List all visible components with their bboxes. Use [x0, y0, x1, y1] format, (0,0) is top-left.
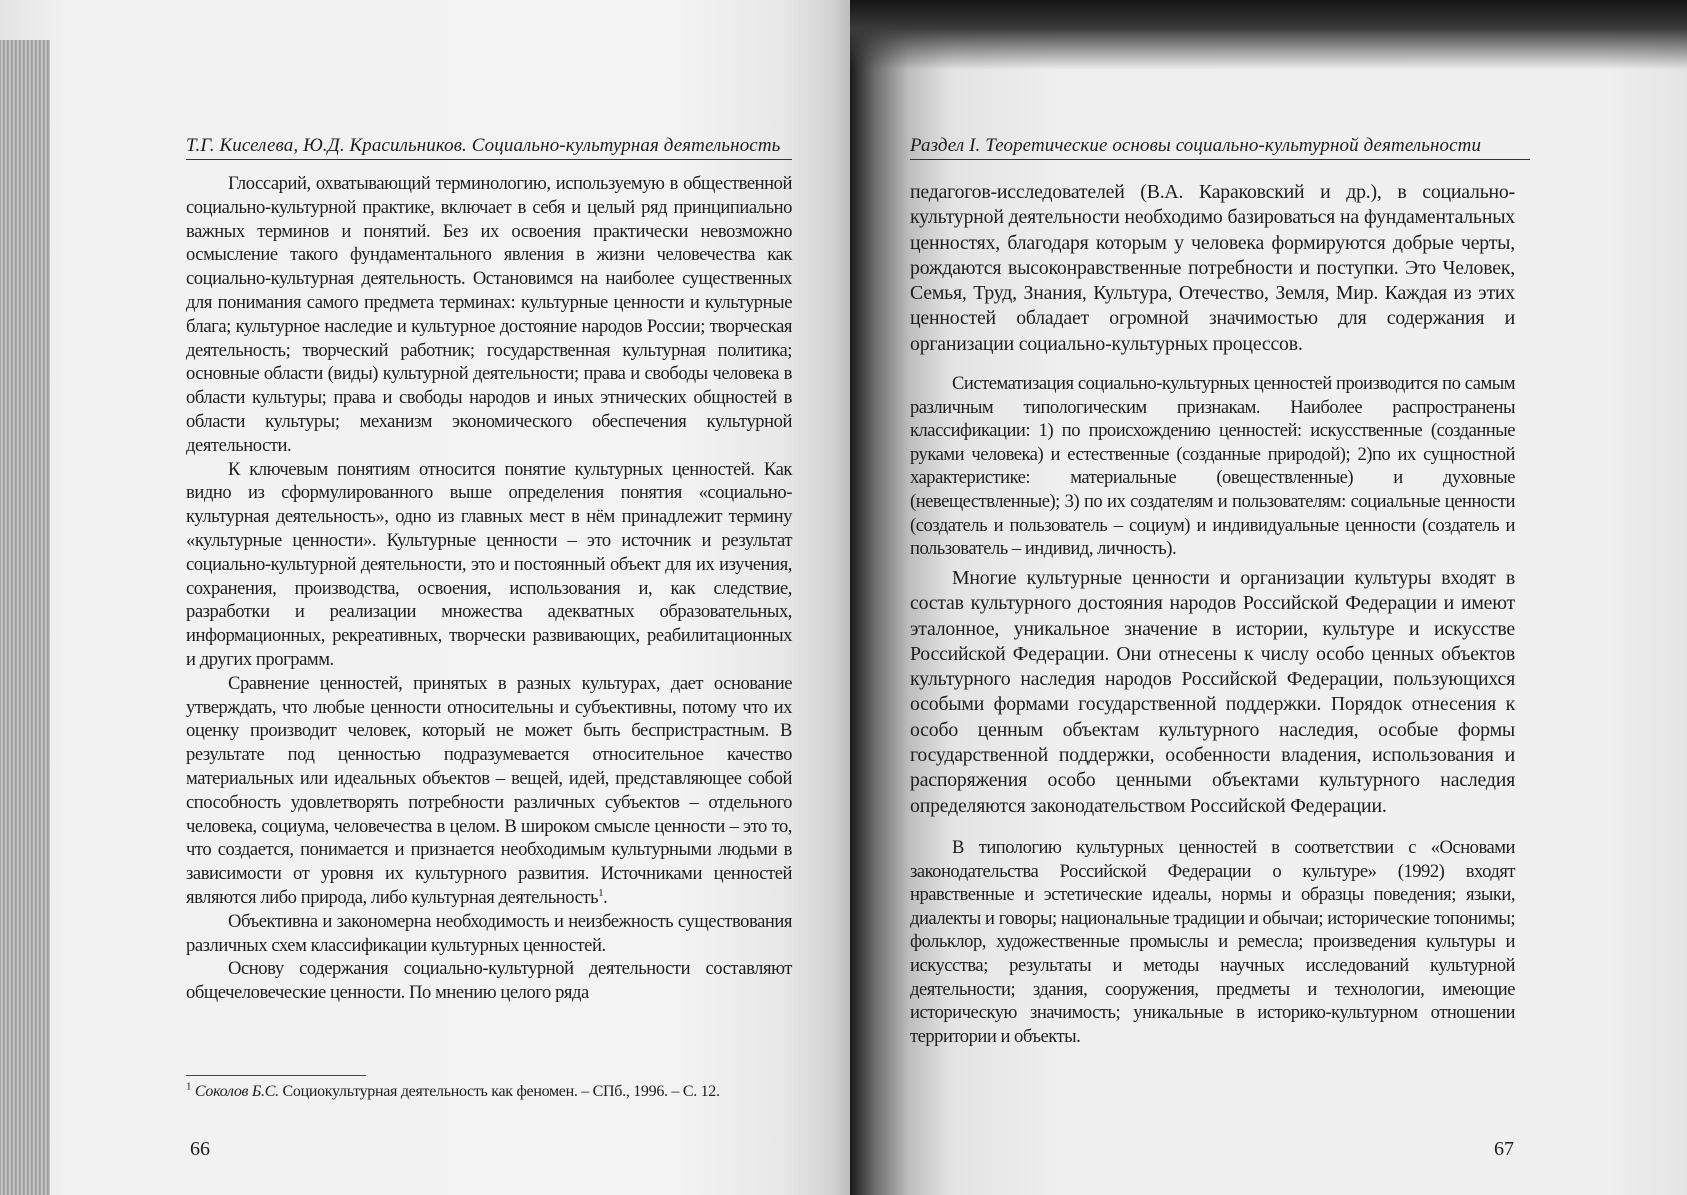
paragraph: Объективна и закономерна необходимость и неизбежность существования различных схем классификации культурных ценностей.: [186, 910, 792, 956]
page-number-right: 67: [1494, 1138, 1514, 1160]
paragraph: К ключевым понятиям относится понятие культурных ценностей. Как видно из сформулированного выше определения понятия «социально-культурная деятельность», одно из главных мест в нём принадлежит термину «культурные ценности». Культурные ценности – это источник и результат социально-культурной деятельности, это и постоянный объект для их изучения, сохранения, производства, освоения, использования и, как следствие, разработки и реализации множества адекватных образовательных, информационных, рекреативных, творчески развивающих, реабилитационных и других программ.: [186, 458, 792, 670]
left-page-body: [186, 172, 792, 1005]
paragraph: Многие культурные ценности и организации культуры входят в состав культурного достояния народов Российской Федерации и имеют эталонное, уникальное значение в истории, культуре и искусстве Российской Федерации. Они отнесены к числу особо ценных объектов культурного наследия народов Российской Федерации, пользующихся особыми формами государственной поддержки. Порядок отнесения к особо ценным объектам культурного наследия, особые формы государственной поддержки, особенности владения, использования и распоряжения особо ценными объектами культурного наследия определяются законодательством Российской Федерации.: [910, 567, 1515, 817]
right-page-body-middle: [910, 372, 1515, 561]
footnote-divider: [186, 1075, 366, 1076]
running-head-left: Т.Г. Киселева, Ю.Д. Красильников. Социально-культурная деятельность: [186, 135, 792, 160]
footnote-text: Социокультурная деятельность как феномен. – СПб., 1996. – С. 12.: [278, 1083, 720, 1100]
right-page-body-lower: [910, 566, 1515, 819]
paragraph: Систематизация социально-культурных ценностей производится по самым различным типологическим признакам. Наиболее распространены классификации: 1) по происхождению ценностей: искусственные (созданные руками человека) и естественные (созданные природой); 2)по их сущностной характеристике: материальные (овеществленные) и духовные (невеществленные); 3) по их создателям и пользователям: социальные ценности (создатель и пользователь – социум) и индивидуальные ценности (создатель и пользователь – индивид, личность).: [910, 373, 1515, 560]
page-number-left: 66: [190, 1138, 210, 1160]
paragraph: педагогов-исследователей (В.А. Караковский и др.), в социально-культурной деятельности необходимо базироваться на фундаментальных ценностях, благодаря которым у человека формируются добрые черты, рождаются высоконравственные потребности и поступки. Это Человек, Семья, Труд, Знания, Культура, Отечество, Земля, Мир. Каждая из этих ценностей обладает огромной значимостью для содержания и организации социально-культурных процессов.: [910, 181, 1515, 355]
scan-shadow: [850, 0, 1687, 70]
footnote-number: 1: [186, 1080, 192, 1093]
paragraph: Основу содержания социально-культурной деятельности составляют общечеловеческие ценности. По мнению целого ряда: [186, 958, 792, 1004]
footnote: [186, 1080, 792, 1101]
footnote-reference: 1: [598, 886, 604, 899]
right-page-body-bottom: [910, 836, 1515, 1048]
footnote-author: Соколов Б.С.: [194, 1083, 279, 1100]
paragraph-text: Сравнение ценностей, принятых в разных культурах, дает основание утверждать, что любые ценности относительны и субъективны, потому что их оценку производит человек, который не может быть беспристрастным. В результате под ценностью подразумевается относительное качество материальных или идеальных объектов – вещей, идей, представляющее собой способность удовлетворять потребности различных субъектов – отдельного человека, социума, человечества в целом. В широком смысле ценности – это то, что создается, понимается и признается необходимым культурными людьми в зависимости от уровня их культурного развития. Источниками ценностей являются либо природа, либо культурная деятельность: [186, 672, 792, 908]
paragraph: Сравнение ценностей, принятых в разных культурах, дает основание утверждать, что любые ценности относительны и субъективны, потому что их оценку производит человек, который не может быть беспристрастным. В результате под ценностью подразумевается относительное качество материальных или идеальных объектов – вещей, идей, представляющее собой способность удовлетворять потребности различных субъектов – отдельного человека, социума, человечества в целом. В широком смысле ценности – это то, что создается, понимается и признается необходимым культурными людьми в зависимости от уровня их культурного развития. Источниками ценностей являются либо природа, либо культурная деятельность$^1$.: [186, 672, 792, 908]
right-page-body-top: [910, 180, 1515, 357]
page-edges: [0, 40, 50, 1195]
paragraph: В типологию культурных ценностей в соответствии с «Основами законодательства Российской Федерации о культуре» (1992) входят нравственные и эстетические идеалы, нормы и образцы поведения; языки, диалекты и говоры; национальные традиции и обычаи; исторические топонимы; фольклор, художественные промыслы и ремесла; произведения культуры и искусства; результаты и методы научных исследований культурной деятельности; здания, сооружения, предметы и технологии, имеющие историческую значимость; уникальные в историко-культурном отношении территории и объекты.: [910, 837, 1515, 1047]
running-head-right: Раздел I. Теоретические основы социально-культурной деятельности: [910, 135, 1530, 160]
paragraph: Глоссарий, охватывающий терминологию, используемую в общественной социально-культурной практике, включает в себя и целый ряд принципиально важных терминов и понятий. Без их освоения практически невозможно осмысление такого фундаментального явления в жизни человечества как социально-культурная деятельность. Остановимся на наиболее существенных для понимания самого предмета терминах: культурные ценности и культурные блага; культурное наследие и культурное достояние народов России; творческая деятельность; творческий работник; государственная культурная политика; основные области (виды) культурной деятельности; права и свободы человека в области культуры; права и свободы народов и иных этнических общностей в области культуры; механизм экономического обеспечения культурной деятельности.: [186, 173, 792, 456]
